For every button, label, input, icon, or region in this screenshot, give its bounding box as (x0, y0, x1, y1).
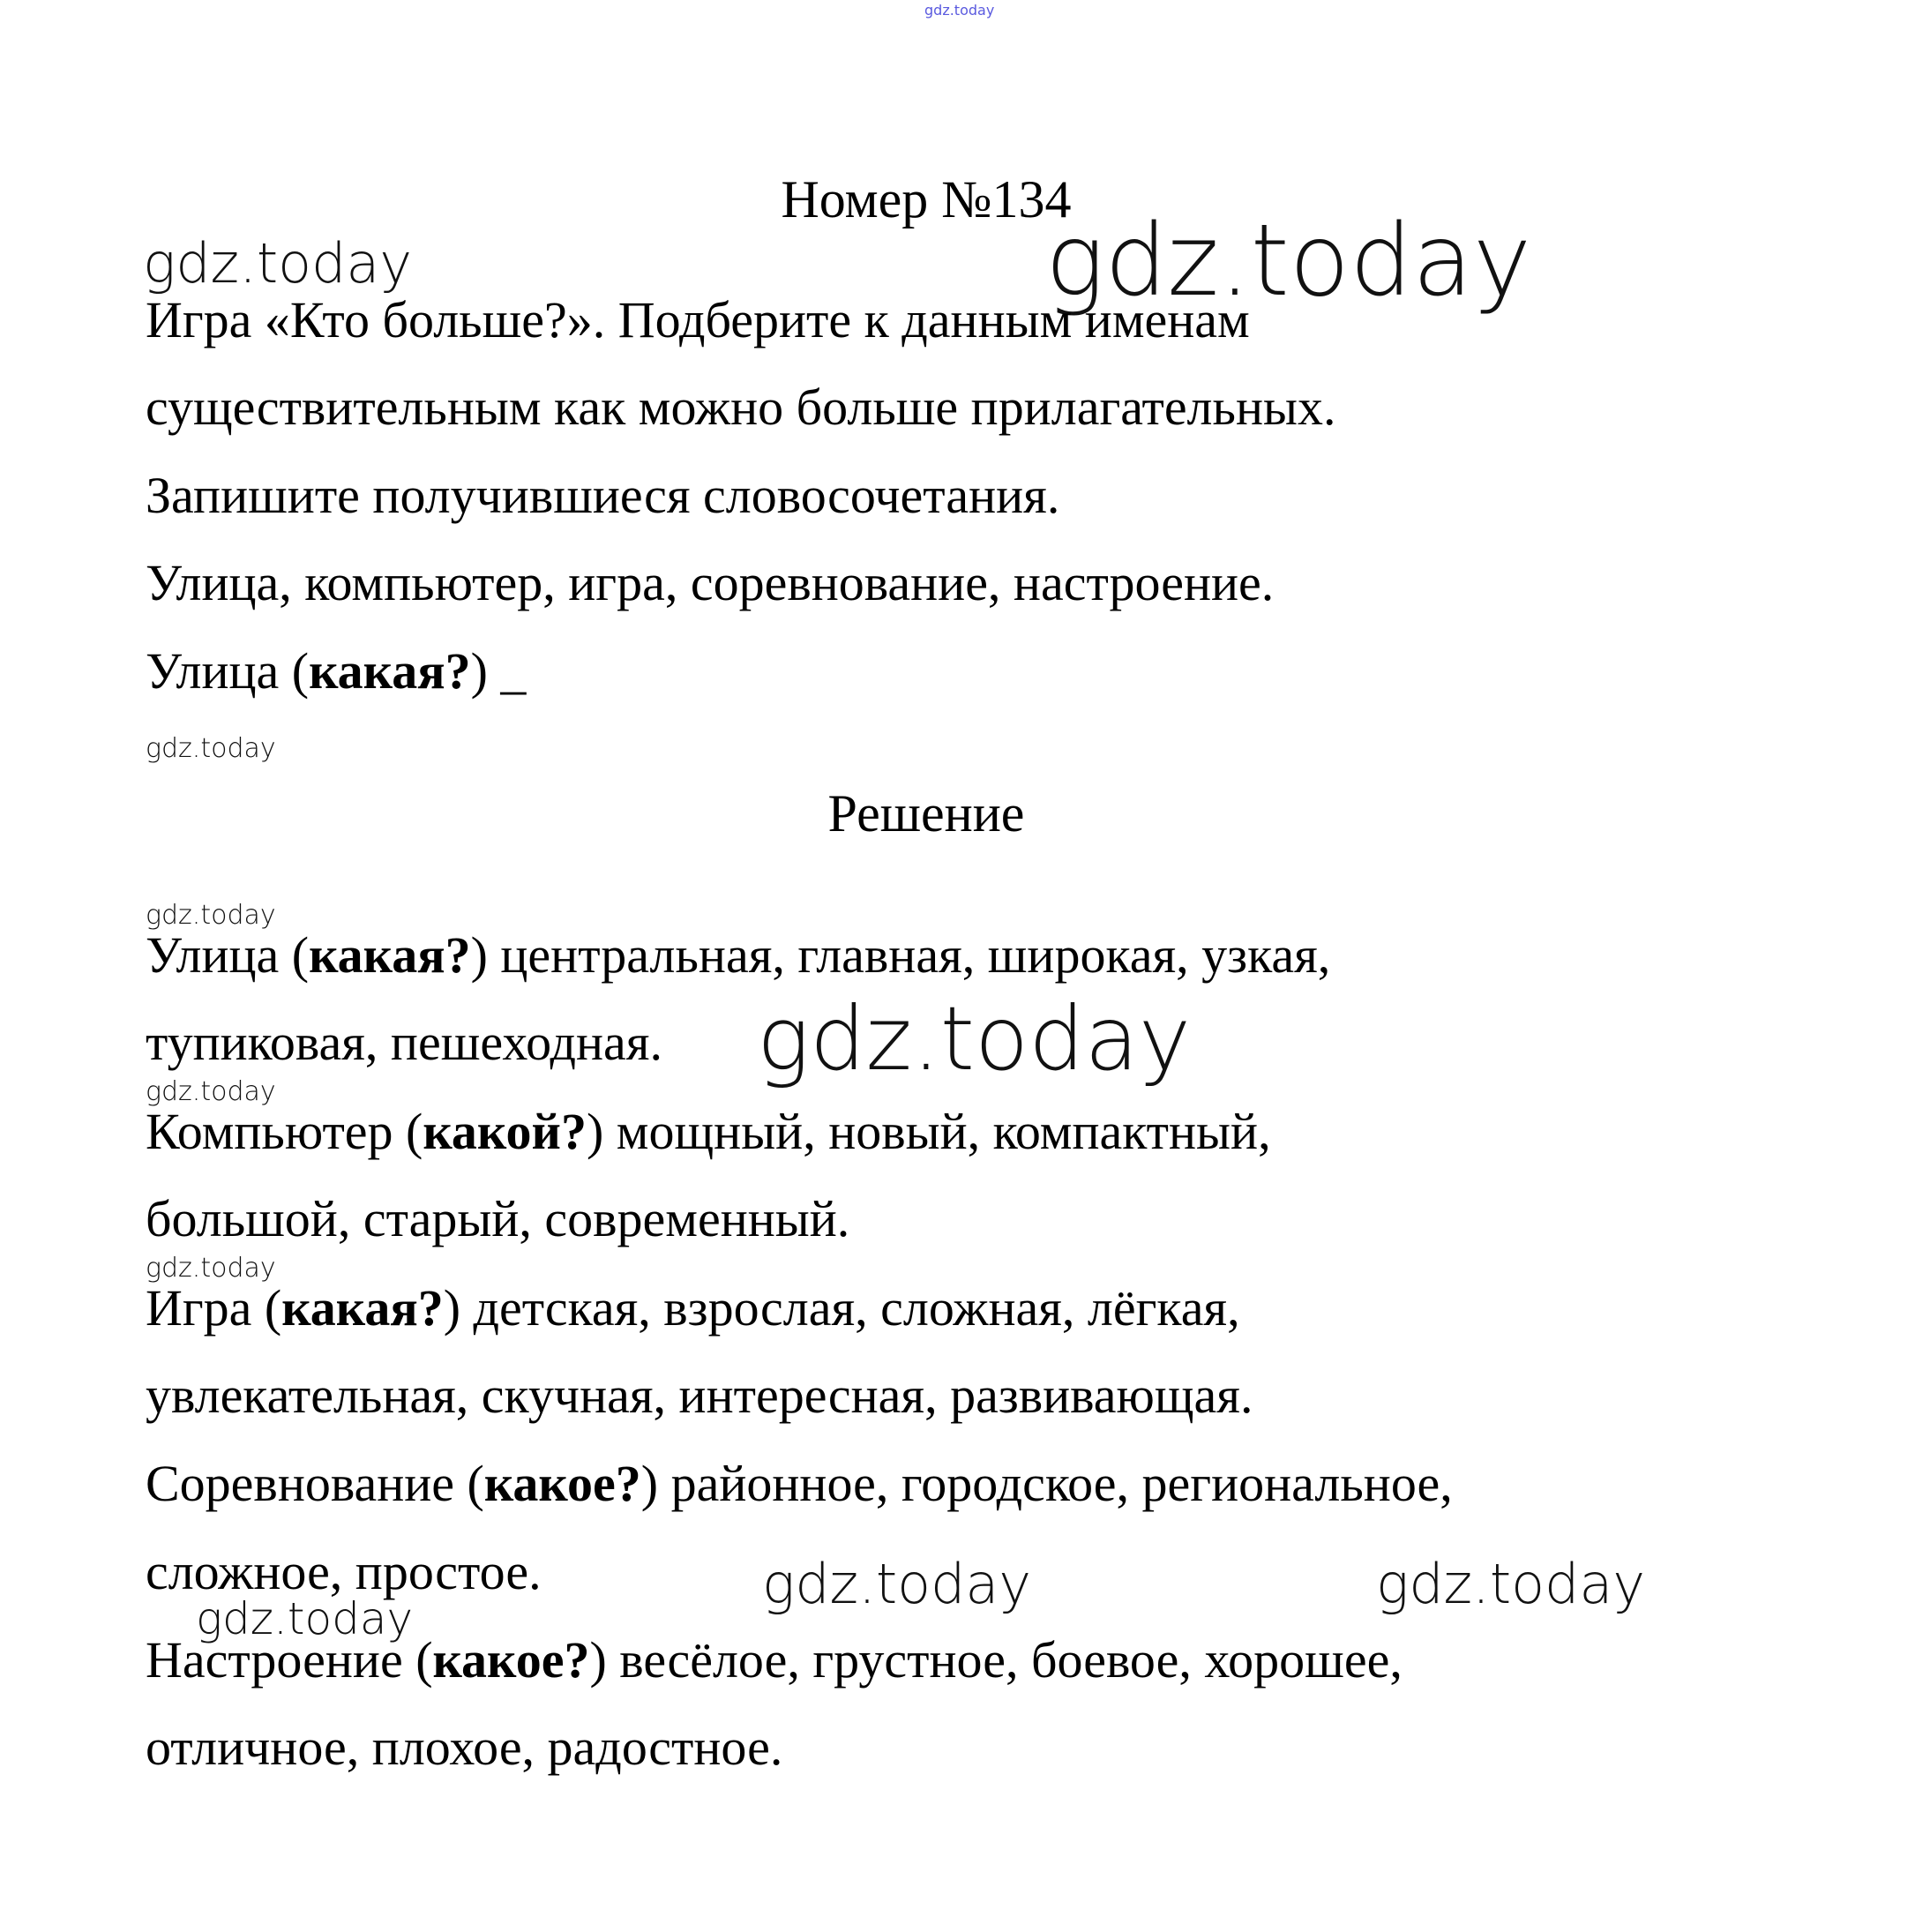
watermark: gdz.today (146, 1253, 276, 1284)
answer-line: отличное, плохое, радостное. (146, 1719, 783, 1776)
answer-line: Компьютер (какой?) мощный, новый, компактный, (146, 1103, 1271, 1160)
answer-line: Игра (какая?) детская, взрослая, сложная, лёгкая, (146, 1279, 1240, 1337)
answer-line: Улица (какая?) центральная, главная, широкая, узкая, (146, 926, 1331, 984)
watermark: gdz.today (196, 1593, 414, 1644)
answer-line: сложное, простое. (146, 1543, 542, 1600)
watermark: gdz.today (146, 733, 276, 764)
answer-line: Настроение (какое?) весёлое, грустное, боевое, хорошее, (146, 1631, 1403, 1689)
task-line: Игра «Кто больше?». Подберите к данным именам (146, 291, 1250, 348)
watermark: gdz.today (146, 1076, 276, 1107)
watermark: gdz.today (1376, 1552, 1646, 1616)
answer-line: большой, старый, современный. (146, 1190, 850, 1247)
solution-heading: Решение (827, 784, 1025, 842)
task-line: Запишите получившиеся словосочетания. (146, 467, 1060, 524)
page-title: Номер №134 (781, 170, 1072, 228)
watermark: gdz.today (146, 900, 276, 931)
watermark: gdz.today (762, 1552, 1032, 1616)
answer-line: тупиковая, пешеходная. (146, 1014, 662, 1071)
answer-line: увлекательная, скучная, интересная, развивающая. (146, 1367, 1253, 1424)
watermark: gdz.today (757, 987, 1192, 1090)
watermark: gdz.today (1045, 204, 1532, 318)
answer-line: Соревнование (какое?) районное, городское, региональное, (146, 1455, 1453, 1512)
task-line: существительным как можно больше прилагательных. (146, 378, 1336, 436)
header-watermark: gdz.today (924, 2, 995, 19)
watermark: gdz.today (143, 231, 413, 296)
task-line: Улица, компьютер, игра, соревнование, настроение. (146, 554, 1275, 611)
task-example: Улица (какая?) _ (146, 642, 527, 700)
